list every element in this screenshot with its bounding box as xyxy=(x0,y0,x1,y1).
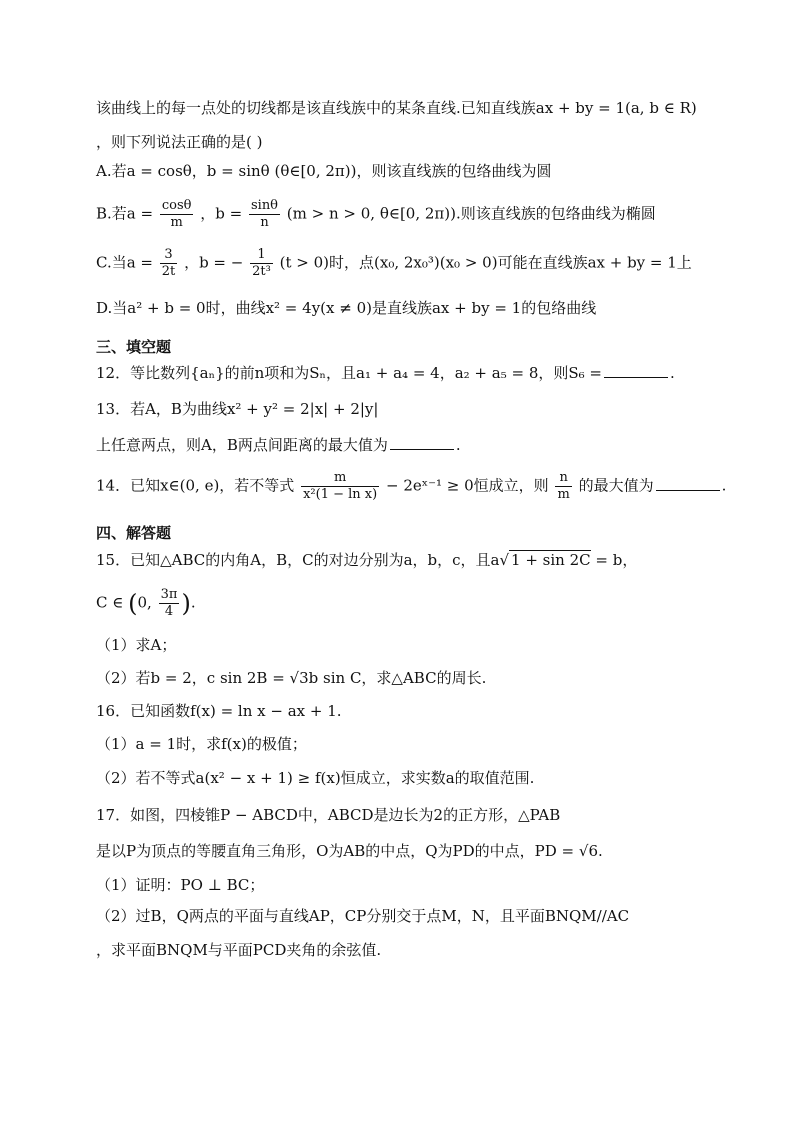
opt-c-frac-a-den: 2t xyxy=(161,264,176,279)
q12-end: . xyxy=(670,364,675,382)
q14-frac-b-den: m xyxy=(557,487,570,502)
q15-part2: （2）若b = 2，c sin 2B = √3b sin C，求△ABC的周长. xyxy=(96,669,487,687)
opt-c-frac-b-num: 1 xyxy=(250,247,273,264)
section-answer-title: 四、解答题 xyxy=(96,524,172,542)
opt-b-pre: B.若a = xyxy=(96,204,154,223)
q15-sqrt-radicand: 1 + sin 2C xyxy=(511,551,591,569)
q14-pre: 14．已知x∈(0, e)，若不等式 xyxy=(96,476,295,495)
q11-option-d: D.当a² + b = 0时，曲线x² = 4y(x ≠ 0)是直线族ax + by = 1的包络曲线 xyxy=(96,299,597,317)
q15-frac-num: 3π xyxy=(160,587,178,602)
q13-answer-blank xyxy=(390,435,454,450)
q11-option-c xyxy=(96,247,692,280)
opt-c-pre: C.当a = xyxy=(96,253,153,272)
q12 xyxy=(96,362,675,384)
opt-b-mid: ，b = xyxy=(200,204,243,223)
q13-line1: 13．若A，B为曲线x² + y² = 2|x| + 2|y| xyxy=(96,400,379,418)
open-paren: ( xyxy=(128,589,138,618)
opt-c-frac-b-den: 2t³ xyxy=(252,264,271,279)
section-fill-in-title: 三、填空题 xyxy=(96,338,172,356)
q15-line2-pre: C ∈ xyxy=(96,593,124,612)
q14-frac-b xyxy=(555,470,571,503)
q15-line1-pre: 15．已知△ABC的内角A，B，C的对边分别为a，b，c，且a xyxy=(96,551,500,569)
opt-c-frac-b xyxy=(250,247,273,280)
q14-frac-a xyxy=(301,470,379,503)
opt-b-frac-a-den: m xyxy=(170,215,183,230)
q13-end: . xyxy=(455,436,461,454)
q16-part2: （2）若不等式a(x² − x + 1) ≥ f(x)恒成立，求实数a的取值范围. xyxy=(96,769,535,787)
q13-text: 上任意两点，则A，B两点间距离的最大值为 xyxy=(96,436,388,454)
q12-answer-blank xyxy=(604,363,668,378)
q17-part1: （1）证明：PO ⊥ BC； xyxy=(96,876,265,894)
q14-frac-a-den: x²(1 − ln x) xyxy=(303,487,378,502)
opt-b-frac-b xyxy=(249,198,280,231)
q15-line1-post: = b， xyxy=(595,551,638,569)
opt-b-frac-b-den: n xyxy=(260,215,269,230)
q15-frac xyxy=(159,587,180,620)
q12-text: 12．等比数列{aₙ}的前n项和为Sₙ，且a₁ + a₄ = 4，a₂ + a₅ = 8，则S₆ = xyxy=(96,364,602,382)
q14-mid: − 2eˣ⁻¹ ≥ 0恒成立，则 xyxy=(385,476,549,495)
q14-frac-b-num: n xyxy=(555,470,571,487)
q14 xyxy=(96,470,726,503)
q11-stem-line1: 该曲线上的每一点处的切线都是该直线族中的某条直线.已知直线族ax + by = 1(a, b ∈ R) xyxy=(96,99,697,117)
q15-interval-lead: 0, xyxy=(137,593,152,612)
q16-part1: （1）a = 1时，求f(x)的极值； xyxy=(96,735,307,753)
opt-c-post: (t > 0)时，点(x₀, 2x₀³)(x₀ > 0)可能在直线族ax + by = 1上 xyxy=(279,253,692,272)
opt-c-frac-a-num: 3 xyxy=(160,247,178,264)
q14-answer-blank xyxy=(656,476,720,491)
opt-b-frac-b-num: sinθ xyxy=(250,198,279,213)
q17-line1: 17．如图，四棱锥P − ABCD中，ABCD是边长为2的正方形，△PAB xyxy=(96,806,561,824)
sqrt-sign: √ xyxy=(499,551,510,569)
opt-c-frac-a xyxy=(160,247,178,280)
q17-part2-line2: ，求平面BNQM与平面PCD夹角的余弦值. xyxy=(96,941,382,959)
q15-line1 xyxy=(96,549,637,571)
opt-b-frac-a xyxy=(160,198,194,231)
q13-line2 xyxy=(96,434,461,456)
q16-stem: 16．已知函数f(x) = ln x − ax + 1. xyxy=(96,702,342,720)
q15-line2-end: . xyxy=(190,593,196,612)
q14-frac-a-num: m xyxy=(301,470,379,487)
q17-part2-line1: （2）过B，Q两点的平面与直线AP，CP分别交于点M，N，且平面BNQM//AC xyxy=(96,907,630,925)
close-paren: ) xyxy=(181,589,191,618)
opt-b-frac-a-num: cosθ xyxy=(161,198,192,213)
q15-frac-den: 4 xyxy=(164,604,174,619)
opt-c-mid: ，b = − xyxy=(184,253,244,272)
q11-stem-line2: ，则下列说法正确的是( ) xyxy=(96,133,263,151)
q15-line2 xyxy=(96,587,196,620)
opt-b-post: (m > n > 0, θ∈[0, 2π)).则该直线族的包络曲线为椭圆 xyxy=(286,204,656,223)
q15-part1: （1）求A； xyxy=(96,636,177,654)
q17-line2: 是以P为顶点的等腰直角三角形，O为AB的中点，Q为PD的中点，PD = √6. xyxy=(96,842,603,860)
q11-option-a: A.若a = cosθ，b = sinθ (θ∈[0, 2π))，则该直线族的包络曲线为圆 xyxy=(96,162,552,180)
q14-end: . xyxy=(721,476,727,495)
q14-post: 的最大值为 xyxy=(578,476,654,495)
q11-option-b xyxy=(96,198,656,231)
